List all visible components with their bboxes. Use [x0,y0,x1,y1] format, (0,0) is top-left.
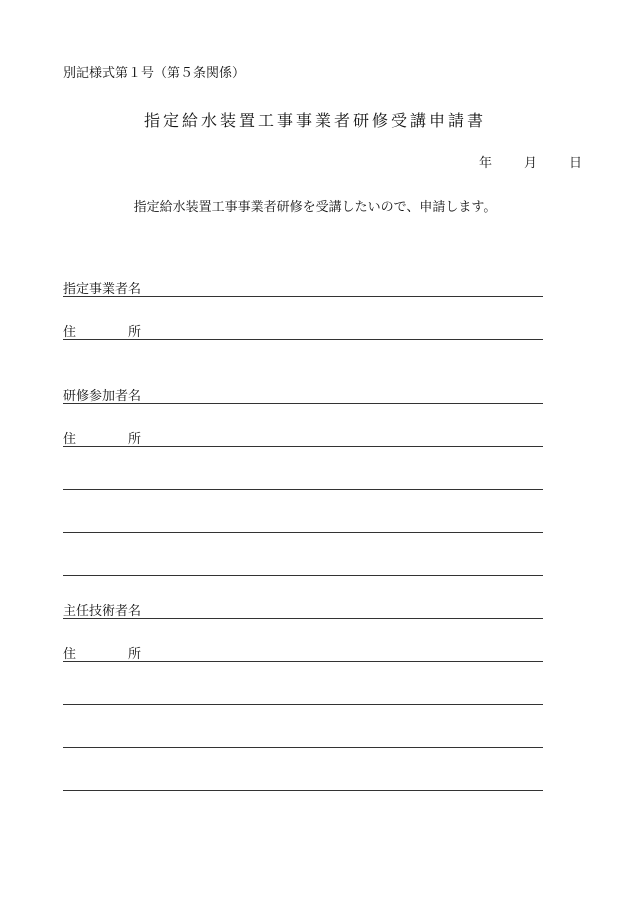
date-line [479,152,582,171]
business-name-line[interactable] [63,296,543,297]
business-address-line[interactable] [63,339,543,340]
address-char-2: 所 [128,325,142,340]
participant-address-line[interactable] [63,446,543,447]
date-day: 日 [568,156,582,171]
chief-engineer-line[interactable] [63,618,543,619]
chief-engineer-blank-line[interactable] [63,704,543,705]
address-char-1: 住 [63,325,77,340]
address-char-1: 住 [63,647,77,662]
chief-engineer-address-line[interactable] [63,661,543,662]
intro-text: 指定給水装置工事事業者研修を受講したいので、申請します。 [133,200,497,215]
participant-name-line[interactable] [63,403,543,404]
participant-name-label: 研修参加者名 [63,389,142,404]
chief-engineer-label: 主任技術者名 [63,604,142,619]
address-char-2: 所 [128,647,142,662]
chief-engineer-blank-line[interactable] [63,790,543,791]
participant-blank-line[interactable] [63,489,543,490]
address-char-2: 所 [128,432,142,447]
address-char-1: 住 [63,432,77,447]
form-number: 別記様式第１号（第５条関係） [63,66,246,81]
chief-engineer-blank-line[interactable] [63,747,543,748]
business-name-label: 指定事業者名 [63,282,142,297]
date-year: 年 [478,156,492,171]
participant-blank-line[interactable] [63,532,543,533]
date-month: 月 [523,156,537,171]
participant-blank-line[interactable] [63,575,543,576]
form-title: 指定給水装置工事事業者研修受講申請書 [143,111,486,130]
